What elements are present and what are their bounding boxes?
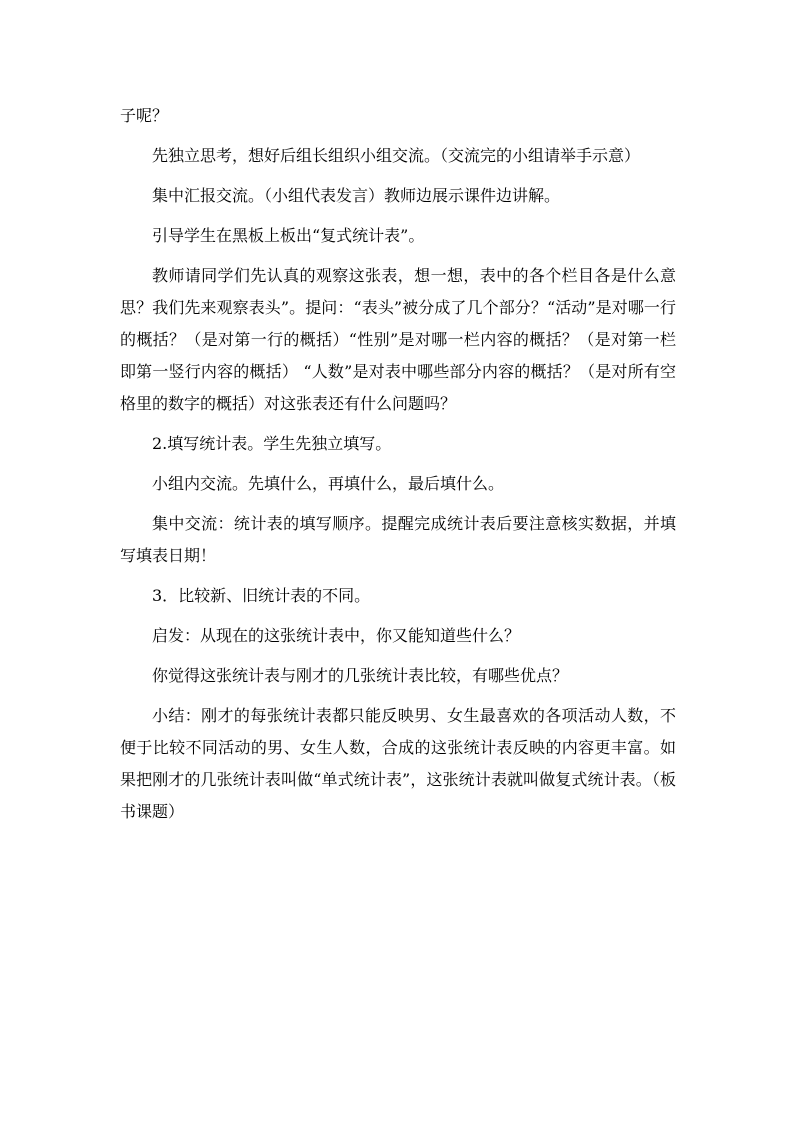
paragraph-7: 小组内交流。先填什么，再填什么，最后填什么。 (152, 474, 505, 493)
paragraph-gap (120, 252, 676, 260)
paragraph-gap (120, 132, 676, 140)
paragraph-10: 启发：从现在的这张统计表中，你又能知道些什么？ (152, 626, 521, 645)
paragraph-gap (120, 612, 676, 620)
paragraph-5: 教师请同学们先认真的观察这张表，想一想，表中的各个栏目各是什么意思？我们先来观察表头”。提问：“表头”被分成了几个部分？“活动”是对哪一行的概括？（是对第一行的概括）“性别”是对哪一栏内容的概括？（是对第一栏即第一竖行内容的概括） “人数”是对表中哪些部分内容的概括？（是对所有空格里的数字的概括）对这张表还有什么问题吗？ (120, 266, 676, 413)
paragraph-8: 集中交流：统计表的填写顺序。提醒完成统计表后要注意核实数据，并填写填表日期！ (120, 514, 676, 565)
paragraph-gap (120, 572, 676, 580)
document-body (120, 100, 676, 828)
paragraph-3: 集中汇报交流。（小组代表发言）教师边展示课件边讲解。 (152, 186, 561, 205)
paragraph-11: 你觉得这张统计表与刚才的几张统计表比较，有哪些优点？ (152, 666, 569, 685)
paragraph-gap (120, 420, 676, 428)
paragraph-gap (120, 652, 676, 660)
paragraph-gap (120, 460, 676, 468)
paragraph-gap (120, 500, 676, 508)
paragraph-9: 3．比较新、旧统计表的不同。 (152, 586, 371, 605)
paragraph-1: 子呢？ (120, 106, 169, 125)
paragraph-gap (120, 172, 676, 180)
paragraph-gap (120, 692, 676, 700)
paragraph-2: 先独立思考，想好后组长组织小组交流。（交流完的小组请举手示意） (152, 146, 641, 165)
paragraph-6: 2.填写统计表。学生先独立填写。 (152, 434, 392, 453)
paragraph-gap (120, 212, 676, 220)
paragraph-4: 引导学生在黑板上板出“复式统计表”。 (152, 226, 425, 245)
paragraph-12: 小结：刚才的每张统计表都只能反映男、女生最喜欢的各项活动人数，不便于比较不同活动的男、女生人数，合成的这张统计表反映的内容更丰富。如果把刚才的几张统计表叫做“单式统计表”，这张统计表就叫做复式统计表。（板书课题） (120, 706, 676, 821)
